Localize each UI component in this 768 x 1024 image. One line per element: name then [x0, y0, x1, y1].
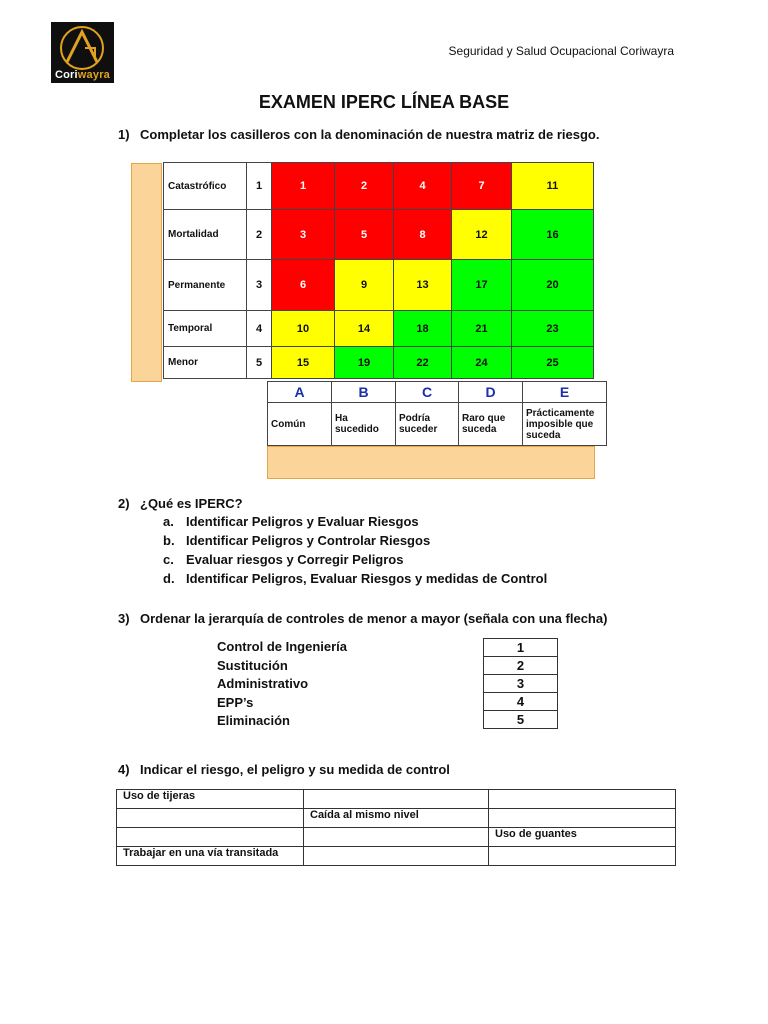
- probability-letter: A: [268, 382, 332, 403]
- table-cell[interactable]: [304, 847, 489, 866]
- table-row: [117, 828, 676, 847]
- severity-row: [164, 210, 594, 260]
- risk-cell: 25: [512, 347, 594, 379]
- option-b[interactable]: b. Identificar Peligros y Controlar Riesgos: [163, 533, 431, 548]
- table-cell[interactable]: [489, 847, 676, 866]
- severity-number: 3: [247, 260, 272, 311]
- probability-letter: D: [459, 382, 523, 403]
- logo-brand-text: Coriwayra: [54, 69, 110, 81]
- probability-label: Raro que suceda: [459, 403, 523, 446]
- company-logo: [51, 22, 114, 83]
- hierarchy-number: 3: [484, 675, 558, 693]
- risk-cell: 11: [512, 163, 594, 210]
- risk-cell: 12: [452, 210, 512, 260]
- hierarchy-number: 4: [484, 693, 558, 711]
- page-title: EXAMEN IPERC LÍNEA BASE: [258, 92, 510, 112]
- control-item: Administrativo: [217, 676, 309, 691]
- risk-cell: 7: [452, 163, 512, 210]
- risk-cell: 5: [335, 210, 394, 260]
- risk-cell: 6: [272, 260, 335, 311]
- table-cell[interactable]: Uso de guantes: [489, 828, 676, 847]
- hierarchy-number-table: [483, 638, 558, 729]
- risk-cell: 14: [335, 311, 394, 347]
- severity-answer-box[interactable]: [131, 163, 162, 382]
- probability-letter: C: [396, 382, 459, 403]
- option-a[interactable]: a. Identificar Peligros y Evaluar Riesgos: [163, 514, 419, 529]
- hierarchy-number: 2: [484, 657, 558, 675]
- hierarchy-number: 5: [484, 711, 558, 729]
- risk-cell: 8: [394, 210, 452, 260]
- table-cell[interactable]: [304, 828, 489, 847]
- table-cell[interactable]: [304, 790, 489, 809]
- table-cell[interactable]: [489, 790, 676, 809]
- table-cell[interactable]: Caída al mismo nivel: [304, 809, 489, 828]
- severity-row: [164, 347, 594, 379]
- question-4: 4) Indicar el riesgo, el peligro y su medida de control: [118, 762, 450, 777]
- probability-label: Común: [268, 403, 332, 446]
- table-cell[interactable]: [117, 828, 304, 847]
- risk-cell: 18: [394, 311, 452, 347]
- risk-cell: 17: [452, 260, 512, 311]
- question-3: 3) Ordenar la jerarquía de controles de menor a mayor (señala con una flecha): [118, 611, 608, 626]
- question-2: 2) ¿Qué es IPERC?: [118, 496, 243, 511]
- probability-letter: E: [523, 382, 607, 403]
- table-cell[interactable]: Trabajar en una vía transitada: [117, 847, 304, 866]
- risk-matrix: [163, 162, 594, 379]
- table-cell[interactable]: Uso de tijeras: [117, 790, 304, 809]
- probability-label: Podría suceder: [396, 403, 459, 446]
- probability-table: [267, 381, 607, 446]
- severity-label: Mortalidad: [164, 210, 247, 260]
- severity-row: [164, 163, 594, 210]
- table-cell[interactable]: [117, 809, 304, 828]
- control-item: Eliminación: [217, 713, 290, 728]
- risk-cell: 23: [512, 311, 594, 347]
- control-item: Sustitución: [217, 657, 288, 673]
- logo-triangle-icon: [51, 22, 114, 70]
- severity-number: 4: [247, 311, 272, 347]
- risk-cell: 10: [272, 311, 335, 347]
- risk-cell: 15: [272, 347, 335, 379]
- risk-cell: 22: [394, 347, 452, 379]
- table-row: [117, 790, 676, 809]
- severity-label: Temporal: [164, 311, 247, 347]
- risk-cell: 9: [335, 260, 394, 311]
- severity-row: [164, 260, 594, 311]
- risk-cell: 3: [272, 210, 335, 260]
- risk-cell: 4: [394, 163, 452, 210]
- hierarchy-number: 1: [484, 639, 558, 657]
- control-item: EPP’s: [217, 694, 254, 710]
- control-item: Control de Ingeniería: [217, 639, 348, 654]
- question-1: 1) Completar los casilleros con la denominación de nuestra matriz de riesgo.: [118, 127, 600, 142]
- risk-cell: 20: [512, 260, 594, 311]
- probability-label: Ha sucedido: [332, 403, 396, 446]
- severity-label: Permanente: [164, 260, 247, 311]
- table-cell[interactable]: [489, 809, 676, 828]
- risk-cell: 16: [512, 210, 594, 260]
- table-row: [117, 847, 676, 866]
- risk-cell: 1: [272, 163, 335, 210]
- control-hierarchy-list: [217, 639, 347, 732]
- risk-cell: 21: [452, 311, 512, 347]
- risk-cell: 19: [335, 347, 394, 379]
- severity-number: 2: [247, 210, 272, 260]
- risk-cell: 24: [452, 347, 512, 379]
- severity-number: 1: [247, 163, 272, 210]
- probability-label: Prácticamente imposible que suceda: [523, 403, 607, 446]
- risk-hazard-control-table: [116, 789, 676, 866]
- probability-letter: B: [332, 382, 396, 403]
- risk-cell: 2: [335, 163, 394, 210]
- severity-row: [164, 311, 594, 347]
- severity-label: Catastrófico: [164, 163, 247, 210]
- option-d[interactable]: d. Identificar Peligros, Evaluar Riesgos y medidas de Control: [163, 571, 548, 586]
- severity-label: Menor: [164, 347, 247, 379]
- question-2-options: [163, 514, 547, 590]
- risk-cell: 13: [394, 260, 452, 311]
- option-c[interactable]: c. Evaluar riesgos y Corregir Peligros: [163, 552, 404, 567]
- organization-name: Seguridad y Salud Ocupacional Coriwayra: [448, 44, 674, 58]
- probability-answer-box[interactable]: [267, 446, 595, 479]
- severity-number: 5: [247, 347, 272, 379]
- table-row: [117, 809, 676, 828]
